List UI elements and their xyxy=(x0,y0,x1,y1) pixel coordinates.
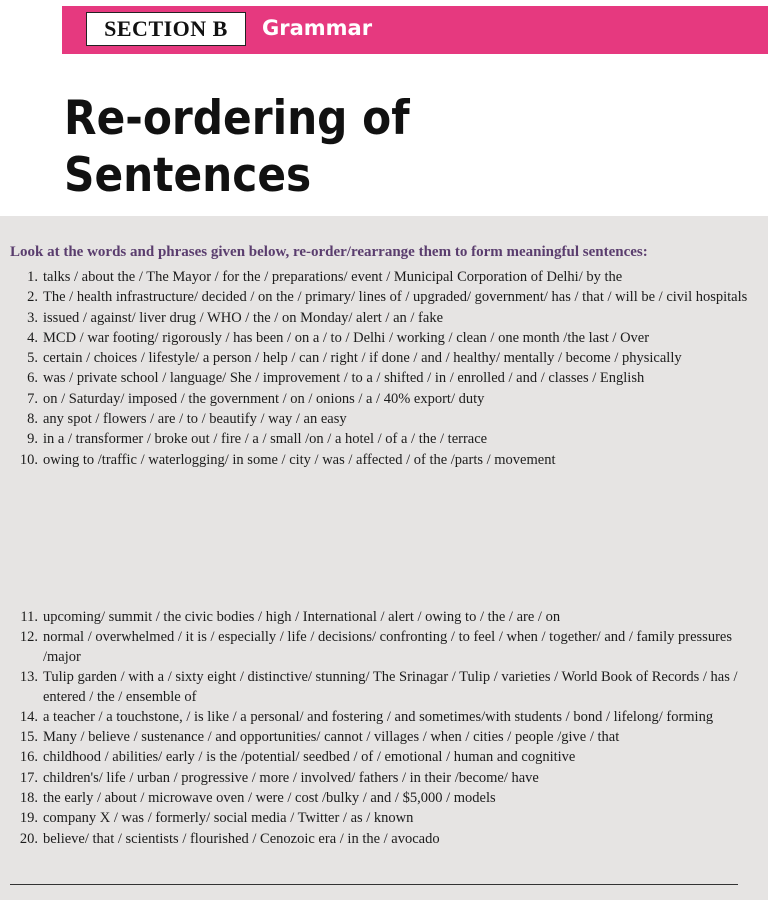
list-item xyxy=(0,608,768,628)
exercise-list-part-2 xyxy=(0,608,768,850)
item-text: upcoming/ summit / the civic bodies / high / International / alert / owing to / the / are / on xyxy=(43,609,561,625)
item-text: certain / choices / lifestyle/ a person / help / can / right / if done / and / healthy/ mentally / become / physically xyxy=(43,350,682,367)
item-text: MCD / war footing/ rigorously / has been / on a / to / Delhi / working / clean / one month /the last / Over xyxy=(43,329,650,346)
list-item xyxy=(0,410,768,430)
exercise-list-part-1 xyxy=(0,268,768,471)
item-number: 12. xyxy=(19,629,38,646)
list-item xyxy=(0,349,768,369)
item-text: the early / about / microwave oven / were / cost /bulky / and / $5,000 / models xyxy=(43,790,496,807)
list-item xyxy=(0,288,768,308)
list-item xyxy=(0,268,768,288)
item-text: issued / against/ liver drug / WHO / the / on Monday/ alert / an / fake xyxy=(43,309,444,326)
item-text: childhood / abilities/ early / is the /potential/ seedbed / of / emotional / human and cognitive xyxy=(43,749,576,766)
item-number: 3. xyxy=(27,309,38,326)
bottom-rule xyxy=(10,884,738,885)
item-number: 1. xyxy=(27,269,38,285)
item-number: 20. xyxy=(19,830,38,847)
item-text: owing to /traffic / waterlogging/ in some / city / was / affected / of the /parts / movement xyxy=(43,451,556,468)
item-text: any spot / flowers / are / to / beautify / way / an easy xyxy=(43,411,347,428)
item-number: 8. xyxy=(27,411,38,428)
item-number: 18. xyxy=(19,790,38,807)
list-item xyxy=(0,430,768,450)
item-number: 5. xyxy=(27,350,38,367)
item-text: Tulip garden / with a / sixty eight / distinctive/ stunning/ The Srinagar / Tulip / varieties / World Book of Records / has / entered / the / ensemble of xyxy=(43,669,738,705)
item-text: talks / about the / The Mayor / for the / preparations/ event / Municipal Corporation of Delhi/ by the xyxy=(43,269,623,285)
list-item xyxy=(0,728,768,748)
item-text: children's/ life / urban / progressive / more / involved/ fathers / in their /become/ have xyxy=(43,769,539,786)
exercise-panel xyxy=(0,216,768,900)
list-item xyxy=(0,809,768,829)
exercise-instruction: Look at the words and phrases given below, re-order/rearrange them to form meaningful sentences: xyxy=(10,244,648,260)
item-number: 13. xyxy=(19,669,38,686)
list-item xyxy=(0,390,768,410)
page-title-line-2: Sentences xyxy=(64,148,312,203)
list-item xyxy=(0,830,768,850)
item-text: company X / was / formerly/ social media / Twitter / as / known xyxy=(43,810,414,827)
list-item xyxy=(0,748,768,768)
list-item xyxy=(0,708,768,728)
item-number: 16. xyxy=(19,749,38,766)
list-item xyxy=(0,451,768,471)
section-label: SECTION B xyxy=(86,12,246,46)
item-number: 17. xyxy=(19,769,38,786)
item-text: The / health infrastructure/ decided / on the / primary/ lines of / upgraded/ government/ has / that / will be / civil hospitals xyxy=(43,289,748,306)
item-number: 15. xyxy=(19,729,38,746)
item-number: 11. xyxy=(20,609,38,625)
list-item xyxy=(0,789,768,809)
item-number: 6. xyxy=(27,370,38,387)
item-text: on / Saturday/ imposed / the government / on / onions / a / 40% export/ duty xyxy=(43,390,485,407)
item-number: 19. xyxy=(19,810,38,827)
list-item xyxy=(0,668,768,707)
list-item xyxy=(0,329,768,349)
list-item xyxy=(0,369,768,389)
list-item xyxy=(0,309,768,329)
list-item xyxy=(0,628,768,667)
item-number: 10. xyxy=(19,451,38,468)
page-title-line-1: Re-ordering of xyxy=(64,91,410,146)
item-text: a teacher / a touchstone, / is like / a personal/ and fostering / and sometimes/with students / bond / lifelong/ forming xyxy=(43,708,714,725)
page-title xyxy=(64,90,410,204)
item-number: 2. xyxy=(27,289,38,306)
list-item xyxy=(0,769,768,789)
item-text: believe/ that / scientists / flourished / Cenozoic era / in the / avocado xyxy=(43,830,440,847)
item-number: 4. xyxy=(27,329,38,346)
item-number: 9. xyxy=(27,431,38,448)
section-subject: Grammar xyxy=(262,16,373,40)
item-number: 14. xyxy=(19,708,38,725)
item-text: was / private school / language/ She / improvement / to a / shifted / in / enrolled / and / classes / English xyxy=(43,370,645,387)
item-text: normal / overwhelmed / it is / especially / life / decisions/ confronting / to feel / when / together/ and / family pressures /major xyxy=(43,629,732,665)
item-text: in a / transformer / broke out / fire / a / small /on / a hotel / of a / the / terrace xyxy=(43,431,488,448)
item-text: Many / believe / sustenance / and opportunities/ cannot / villages / when / cities / people /give / that xyxy=(43,729,620,746)
item-number: 7. xyxy=(27,390,38,407)
